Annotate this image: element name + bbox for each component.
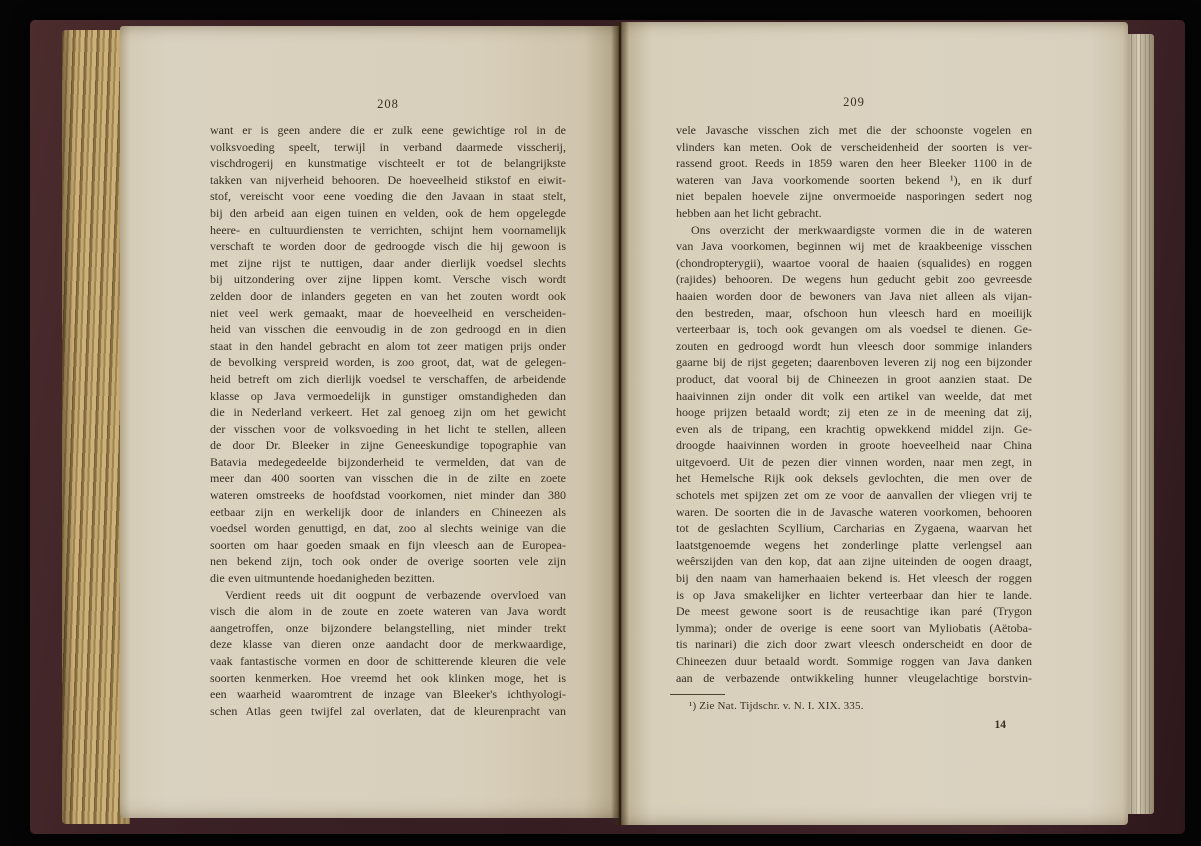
text-line: even als de tripang, een krachtig opwekkend middel zijn. Ge-: [676, 421, 1032, 436]
text-line: schen Atlas geen twijfel zal overlaten, dat de kleurenpracht van: [210, 703, 566, 718]
text-line: niet veel werk gemaakt, maar de hoeveelheid en verscheiden-: [210, 305, 566, 320]
text-line: (rajides) behooren. De wegens hun geducht gebit zoo gevreesde: [676, 272, 1032, 287]
text-line: laatstgenoemde wegens het zonderlinge platte verlengsel aan: [676, 537, 1032, 552]
text-line: vaak fantastische vormen en door de schitterende kleuren die vele: [210, 654, 566, 668]
text-line: wateren omstreeks de hoofdstad voorkomen, niet minder dan 380: [210, 488, 566, 503]
left-page-text: [210, 122, 566, 719]
text-line: product, dat vooral bij de Chineezen in groot aanzien staat. De: [676, 371, 1032, 386]
text-line: visch die alom in de zoute en zoete wateren van Java wordt: [210, 604, 566, 619]
right-page: [621, 22, 1128, 825]
page-number-left: 208: [377, 97, 399, 111]
text-line: De meest gewone soort is de reusachtige ikan paré (Trygon: [676, 604, 1032, 619]
text-line: haaien worden door de bewoners van Java niet alleen als vijan-: [676, 288, 1032, 303]
text-line: van Java voorkomen, beginnen wij met de kraakbeenige visschen: [676, 239, 1032, 254]
text-line: niet bepalen hoevele zijne onvermoeide nasporingen sedert nog: [676, 189, 1032, 204]
text-line: soorten om haar goeden smaak en fijn vleesch aan de Europea-: [210, 537, 566, 552]
text-line: bij den naam van hamerhaaien bekend is. Het vleesch der roggen: [676, 571, 1032, 586]
text-line: weêrszijden van den kop, dat aan zijne uiteinden de oogen draagt,: [676, 554, 1032, 569]
text-line: die in Nederland verkeert. Het zal genoeg zijn om het gewicht: [210, 405, 566, 420]
text-line: tot de geslachten Scyllium, Carcharias en Zygaena, waarvan het: [676, 521, 1032, 536]
signature-mark: 14: [994, 719, 1006, 731]
text-line: Ons overzicht der merkwaardigste vormen die in de wateren: [691, 222, 1032, 237]
text-line: Batavia medegedeelde bijzonderheid te vermelden, dat van de: [210, 454, 566, 469]
text-line: heid van visschen die eenvoudig in de zon gedroogd en in dien: [210, 322, 566, 337]
text-line: met zijne rijst te nuttigen, daar ander dierlijk voedsel slechts: [210, 255, 566, 270]
text-line: Verdient reeds uit dit oogpunt de verbazende overvloed van: [225, 587, 566, 602]
text-line: der visschen voor de volksvoeding in het licht te stellen, alleen: [210, 421, 566, 436]
text-line: deze klasse van dieren onze aandacht door de merkwaardige,: [210, 637, 566, 652]
text-line: die even uitmuntende hoedanigheden bezitten.: [210, 571, 435, 586]
text-line: vlinders kan meten. Ook de verscheidenheid der soorten is ver-: [676, 139, 1032, 154]
text-line: aan de verbazende ontwikkeling hunner vleugelachtige borstvin-: [676, 670, 1032, 685]
text-line: wateren van Java voorkomende soorten bekend ¹), en ik durf: [676, 172, 1032, 187]
text-line: vele Javasche visschen zich met die der schoonste vogelen en: [676, 123, 1032, 137]
footnote-separator: [670, 694, 725, 695]
text-line: eetbaar zijn en werkelijk door de inlanders en Chineezen als: [210, 504, 566, 519]
text-line: hebben aan het licht gebracht.: [676, 205, 822, 220]
text-line: haaivinnen zijn onder dit volk een artikel van weelde, dat met: [676, 388, 1032, 403]
text-line: voedsel worden genuttigd, en dat, zoo al slechts weinige van die: [210, 521, 566, 536]
text-line: lymma); onder de overige is eene soort van Myliobatis (Aëtoba-: [676, 620, 1032, 635]
text-line: vischdrogerij en kunstmatige vischteelt er tot de belangrijkste: [210, 156, 566, 171]
text-line: tis narinari) die zich door zwart vleesch onderscheidt en door de: [676, 637, 1032, 652]
text-line: verteerbaar is, toch ook gevangen om als voedsel te dienen. Ge-: [676, 322, 1032, 337]
text-line: waren. De soorten die in de Javasche wateren voorkomen, behooren: [676, 504, 1032, 519]
text-line: bij den arbeid aan eigen tuinen en velden, ook de hem opgelegde: [210, 205, 566, 220]
text-line: het Hemelsche Rijk ook deksels gevlochten, die men over de: [676, 471, 1032, 486]
right-page-edges: [1128, 34, 1154, 814]
text-line: want er is geen andere die er zulk eene gewichtige rol in de: [210, 123, 566, 137]
text-line: rassend groot. Reeds in 1859 waren den heer Bleeker 1100 in de: [676, 156, 1032, 171]
text-line: schotels met spijzen zet om ze voor de aanvallen der vliegen vrij te: [676, 488, 1032, 503]
right-page-text: [676, 122, 1032, 686]
text-line: de door Dr. Bleeker in zijne Geneeskundige topographie van: [210, 438, 566, 453]
text-line: soorten kenmerken. Hoe vreemd het ook klinken moge, het is: [210, 670, 566, 685]
text-line: meer dan 400 soorten van visschen die in de zilte en zoete: [210, 471, 566, 486]
text-line: heid betreft om zich dierlijk voedsel te verschaffen, de arbeidende: [210, 371, 566, 386]
text-line: droogde haaivinnen worden in groote hoeveelheid naar China: [676, 438, 1032, 453]
text-line: Chineezen duur betaald wordt. Sommige roggen van Java danken: [676, 654, 1032, 668]
text-line: nen bekend zijn, toch ook onder de overige soorten vele zijn: [210, 554, 566, 569]
text-line: de bevolking verspreid worden, is zoo groot, dat, wat de gelegen-: [210, 355, 566, 370]
text-line: klasse op Java vermoedelijk in gunstiger omstandigheden dan: [210, 388, 566, 403]
page-number-right: 209: [843, 95, 865, 109]
text-line: hooge prijzen betaald wordt; zij eten ze in de meening dat zij,: [676, 405, 1032, 420]
text-line: een waarheid waaromtrent de inzage van Bleeker's ichthyologi-: [210, 687, 566, 702]
text-line: zelden door de inlanders gegeten en van het zouten wordt ook: [210, 288, 566, 303]
text-line: uitgevoerd. Uit de pezen dier vinnen worden, naar men zegt, in: [676, 454, 1032, 469]
text-line: verschaft te worden door de gedroogde visch die hij gewoon is: [210, 239, 566, 254]
text-line: gaarne bij de rijst gegeten; daarenboven leveren zij nog een bijzonder: [676, 355, 1032, 370]
text-line: is op Java smakelijker en lichter verteerbaar dan hier te lande.: [676, 587, 1032, 602]
text-line: (chondropterygii), waartoe vooral de haaien (squalides) en roggen: [676, 255, 1032, 270]
text-line: bij uitzondering over zijne lippen komt. Versche visch wordt: [210, 272, 566, 287]
footnote: ¹) Zie Nat. Tijdschr. v. N. I. XIX. 335.: [689, 700, 864, 712]
text-line: zouten en gedroogd wordt hun vleesch door sommige inlanders: [676, 338, 1032, 353]
text-line: staat in den handel gebracht en alom tot zeer matigen prijs onder: [210, 338, 566, 353]
text-line: den bestreden, maar, ofschoon hun vleesch hard en moeilijk: [676, 305, 1032, 320]
left-page: [120, 26, 619, 818]
text-line: takken van nijverheid behooren. De hoeveelheid stikstof en eiwit-: [210, 172, 566, 187]
text-line: heere- en cultuurdiensten te verrichten, schijnt hem voornamelijk: [210, 222, 566, 237]
text-line: volksvoeding speelt, terwijl in verband daarmede visscherij,: [210, 139, 566, 154]
text-line: aangetroffen, onze bijzondere belangstelling, niet minder trekt: [210, 620, 566, 635]
text-line: stof, vereischt voor eene voeding die den Javaan in staat stelt,: [210, 189, 566, 204]
